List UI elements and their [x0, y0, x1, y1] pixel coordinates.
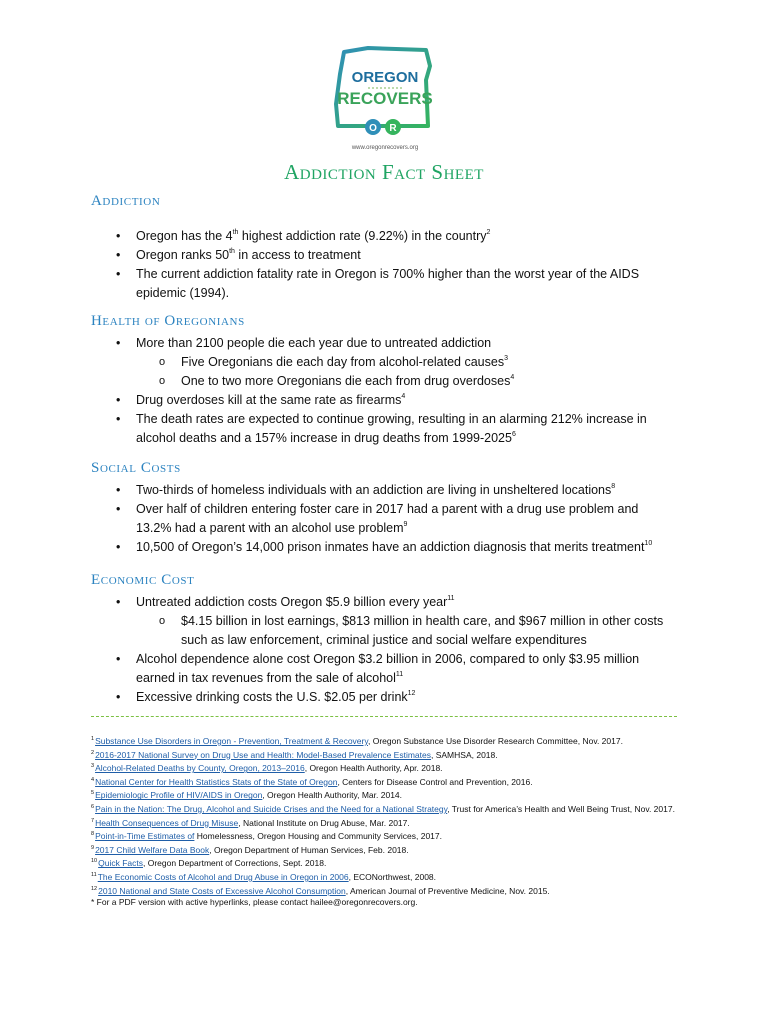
list-item: • Drug overdoses kill at the same rate as firearms$^4$: [116, 391, 676, 410]
pdf-contact-note: * For a PDF version with active hyperlinks, please contact hailee@oregonrecovers.org.: [91, 897, 418, 908]
logo-url: www.oregonrecovers.org: [351, 145, 419, 151]
footnote-number: 9: [91, 844, 95, 851]
list-item: • The death rates are expected to continue growing, resulting in an alarming 212% increase in alcohol deaths and a 157% increase in drug deaths from 1999-2025$^6$: [116, 410, 676, 448]
footnote-number: 10: [91, 858, 98, 865]
footnote-number: 5: [91, 790, 95, 797]
footnote-source: , ECONorthwest, 2008.: [348, 871, 437, 882]
footnote-link[interactable]: 2010 National and State Costs of Excessive Alcohol Consumption: [98, 885, 346, 896]
footnote-source: , Oregon Health Authority, Apr. 2018.: [304, 763, 443, 774]
list-item: • More than 2100 people die each year due to untreated addiction: [116, 334, 676, 353]
list-item: • Over half of children entering foster care in 2017 had a parent with a drug use problem and 13.2% had a parent with an alcohol use problem$^9$: [116, 500, 676, 538]
list-subitem: o $4.15 billion in lost earnings, $813 million in health care, and $967 million in other costs such as law enforcement, criminal justice and social welfare expenditures: [116, 612, 676, 650]
list-item: • Alcohol dependence alone cost Oregon $3.2 billion in 2006, compared to only $3.95 million earned in tax revenues from the sale of alcohol$^{11}$: [116, 650, 676, 688]
footnote-link[interactable]: 2016-2017 National Survey on Drug Use and Health: Model-Based Prevalence Estimates: [95, 749, 431, 760]
heading-addiction: Addiction: [91, 193, 161, 209]
footnote-item: [91, 856, 681, 870]
footnote-link[interactable]: Point-in-Time Estimates of: [95, 831, 195, 842]
footnote-link[interactable]: Alcohol-Related Deaths by County, Oregon, 2013–2016: [95, 763, 305, 774]
footnote-number: 12: [91, 885, 98, 892]
health-list: [116, 334, 676, 448]
oregon-recovers-logo: [330, 44, 440, 159]
footnote-item: [91, 761, 681, 775]
footnote-item: [91, 748, 681, 762]
footnotes: [91, 734, 681, 909]
footnote-item: [91, 775, 681, 789]
footnote-item: [91, 829, 681, 843]
svg-text:R: R: [389, 123, 397, 134]
footnote-source: , Oregon Department of Human Services, Feb. 2018.: [209, 844, 409, 855]
footnote-item: [91, 734, 681, 748]
footnote-source: , Trust for America’s Health and Well Being Trust, Nov. 2017.: [447, 803, 675, 814]
list-item: • Oregon has the 4th highest addiction rate (9.22%) in the country$^2$: [116, 227, 676, 246]
footnote-item: [91, 870, 681, 884]
footnote-divider: [91, 716, 677, 717]
footnote-link[interactable]: Quick Facts: [98, 858, 143, 869]
footnote-link[interactable]: Substance Use Disorders in Oregon - Prevention, Treatment & Recovery: [95, 736, 368, 746]
footnote-source: , Oregon Health Authority, Mar. 2014.: [262, 790, 403, 801]
footnote-link[interactable]: The Economic Costs of Alcohol and Drug Abuse in Oregon in 2006: [97, 871, 349, 882]
footnote-link[interactable]: Pain in the Nation: The Drug, Alcohol and Suicide Crises and the Need for a National Strategy: [95, 803, 448, 814]
footnote-number: 8: [91, 831, 95, 838]
list-item: • The current addiction fatality rate in Oregon is 700% higher than the worst year of the AIDS epidemic (1994).: [116, 265, 676, 303]
footnote-source: , National Institute on Drug Abuse, Mar. 2017.: [238, 817, 410, 828]
footnote-link[interactable]: 2017 Child Welfare Data Book: [95, 844, 210, 855]
heading-economic-cost: Economic Cost: [91, 572, 195, 588]
list-item: • Two-thirds of homeless individuals with an addiction are living in unsheltered locations$^8$: [116, 481, 676, 500]
svg-text:O: O: [369, 123, 377, 134]
addiction-list: [116, 227, 676, 303]
footnote-number: 11: [91, 871, 97, 878]
footnote-number: 7: [91, 817, 95, 824]
logo-recovers-text: RECOVERS: [337, 89, 433, 108]
footnote-item: [91, 843, 681, 857]
footnote-source: , American Journal of Preventive Medicine, Nov. 2015.: [345, 885, 550, 896]
footnote-source: , Oregon Substance Use Disorder Research Committee, Nov. 2017.: [367, 736, 623, 746]
list-item: • 10,500 of Oregon’s 14,000 prison inmates have an addiction diagnosis that merits treatment$^{10}$: [116, 538, 676, 557]
footnote-number: 1: [91, 736, 95, 742]
economic-list: [116, 593, 676, 707]
footnote-number: 4: [91, 776, 95, 783]
list-item: • Oregon ranks 50th in access to treatment: [116, 246, 676, 265]
heading-health: Health of Oregonians: [91, 313, 245, 329]
footnote-source: , Oregon Department of Corrections, Sept. 2018.: [143, 858, 327, 869]
footnote-item: [91, 788, 681, 802]
footnote-source: , SAMHSA, 2018.: [431, 749, 498, 760]
footnote-link[interactable]: National Center for Health Statistics Stats of the State of Oregon: [95, 776, 338, 787]
list-item: • Excessive drinking costs the U.S. $2.05 per drink$^{12}$: [116, 688, 676, 707]
footnote-item: [91, 816, 681, 830]
footnote-number: 6: [91, 803, 95, 810]
footnote-source: , Centers for Disease Control and Prevention, 2016.: [337, 776, 533, 787]
heading-social-costs: Social Costs: [91, 460, 181, 476]
footnote-item: [91, 802, 681, 816]
footnote-number: 2: [91, 749, 95, 756]
page-title: Addiction Fact Sheet: [284, 160, 484, 184]
footnote-source: Homelessness, Oregon Housing and Community Services, 2017.: [194, 831, 442, 842]
footnote-item: [91, 884, 681, 898]
social-list: [116, 481, 676, 557]
list-subitem: o One to two more Oregonians die each from drug overdoses$^4$: [116, 372, 676, 391]
list-item: • Untreated addiction costs Oregon $5.9 billion every year$^{11}$: [116, 593, 676, 612]
list-subitem: o Five Oregonians die each day from alcohol-related causes$^3$: [116, 353, 676, 372]
footnote-number: 3: [91, 763, 95, 770]
footnote-link[interactable]: Health Consequences of Drug Misuse: [95, 817, 239, 828]
logo-oregon-text: OREGON: [351, 69, 419, 86]
oregon-state-outline-icon: [330, 44, 440, 144]
footnote-link[interactable]: Epidemiologic Profile of HIV/AIDS in Oregon: [95, 790, 263, 801]
